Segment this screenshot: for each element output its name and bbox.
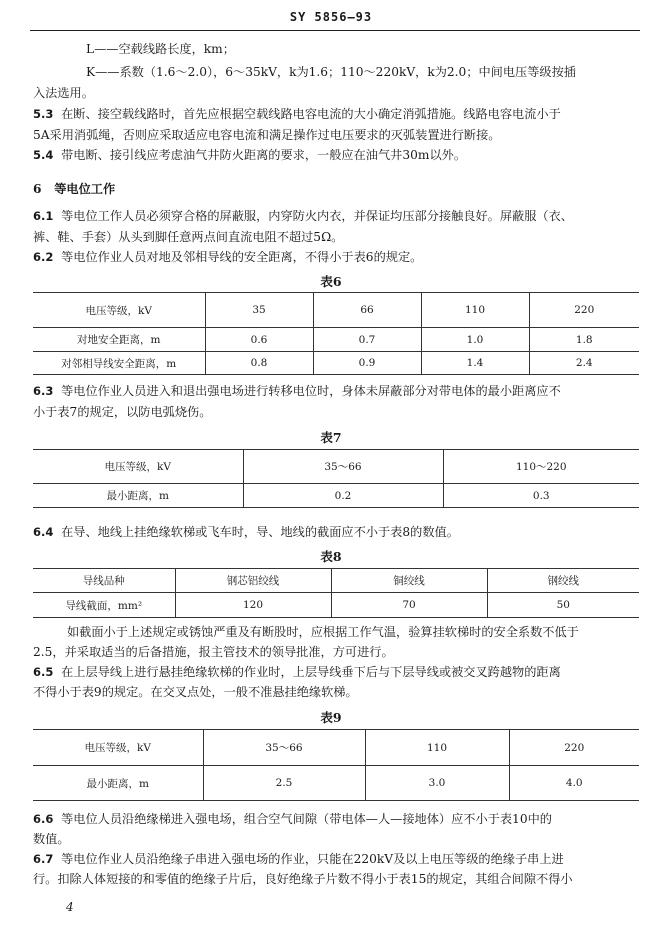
clause-number: 6.2: [33, 250, 54, 264]
clause-6-4: [33, 523, 459, 542]
table-cell: 35: [205, 293, 313, 328]
table-cell: 1.8: [529, 328, 639, 352]
table-cell: 66: [313, 293, 421, 328]
table-cell: 220: [509, 730, 639, 766]
table-9-caption: 表9: [320, 710, 342, 725]
table-cell: 导线截面，mm²: [33, 593, 175, 618]
table-cell: 0.6: [205, 328, 313, 352]
clause-text: 等电位作业人员进入和退出强电场进行转移电位时，身体未屏蔽部分对带电体的最小距离应不: [61, 384, 561, 398]
table-9: [33, 729, 639, 801]
table-cell: 2.4: [529, 352, 639, 375]
section-number: 6: [33, 182, 42, 196]
clause-6-3-line1: [33, 382, 561, 401]
clause-text: 在上层导线上进行悬挂绝缘软梯的作业时，上层导线垂下后与下层导线或被交叉跨越物的距离: [61, 665, 561, 679]
table-row: [33, 450, 639, 484]
definition-K-line1: K——系数（1.6～2.0），6～35kV，k为1.6；110～220kV，k为2.0；中间电压等级按插: [86, 65, 576, 79]
table-7-caption: 表7: [320, 430, 342, 445]
header-rule: [30, 30, 640, 31]
clause-5-3-line1: [33, 105, 561, 124]
table-cell: 电压等级，kV: [33, 730, 203, 766]
clause-6-5-line1: [33, 663, 561, 682]
table-6: [33, 292, 639, 375]
page-number: 4: [66, 900, 74, 914]
table-row: [33, 569, 639, 593]
clause-text: 等电位作业人员对地及邻相导线的安全距离，不得小于表6的规定。: [61, 250, 423, 264]
clause-number: 5.3: [33, 107, 54, 121]
table-cell: 最小距离，m: [33, 766, 203, 801]
table-cell: 0.9: [313, 352, 421, 375]
table-cell: 2.5: [203, 766, 365, 801]
section-6-heading: [33, 180, 115, 199]
table-row: [33, 593, 639, 618]
table-cell: 4.0: [509, 766, 639, 801]
clause-text: 在断、接空载线路时，首先应根据空载线路电容电流的大小确定消弧措施。线路电容电流小于: [61, 107, 561, 121]
clause-5-4: [33, 146, 466, 165]
clause-number: 5.4: [33, 148, 54, 162]
table-cell: 220: [529, 293, 639, 328]
definition-L: L——空载线路长度，km；: [86, 42, 235, 56]
table-8: [33, 568, 639, 618]
table-row: [33, 352, 639, 375]
clause-6-3-line2: 小于表7的规定，以防电弧烧伤。: [33, 405, 212, 419]
clause-text: 等电位人员沿绝缘梯进入强电场，组合空气间隙（带电体—人—接地体）应不小于表10中的: [61, 812, 552, 826]
clause-number: 6.6: [33, 812, 54, 826]
table-8-caption: 表8: [320, 549, 342, 564]
table-cell: 电压等级，kV: [33, 450, 243, 484]
clause-6-7-line1: [33, 850, 564, 869]
table-row: [33, 766, 639, 801]
table-cell: 铜绞线: [331, 569, 487, 593]
table-cell: 50: [487, 593, 639, 618]
table-row: [33, 730, 639, 766]
section-title: 等电位工作: [54, 182, 116, 196]
clause-6-1-line2: 裤、鞋、手套）从头到脚任意两点间直流电阻不超过5Ω。: [33, 230, 344, 244]
table-row: [33, 484, 639, 508]
table-row: [33, 328, 639, 352]
clause-6-4-note-line2: 2.5，并采取适当的后备措施，报主管技术的领导批准，方可进行。: [33, 645, 394, 659]
table-cell: 电压等级，kV: [33, 293, 205, 328]
clause-text: 等电位作业人员沿绝缘子串进入强电场的作业，只能在220kV及以上电压等级的绝缘子串上进: [61, 852, 564, 866]
table-cell: 0.3: [443, 484, 639, 508]
table-cell: 0.8: [205, 352, 313, 375]
table-6-caption: 表6: [320, 274, 342, 289]
table-cell: 0.2: [243, 484, 443, 508]
table-cell: 120: [175, 593, 331, 618]
table-cell: 110: [365, 730, 509, 766]
clause-6-5-line2: 不得小于表9的规定。在交叉点处，一般不准悬挂绝缘软梯。: [33, 685, 358, 699]
definition-K-line2: 入法选用。: [33, 86, 94, 100]
table-cell: 0.7: [313, 328, 421, 352]
table-row: [33, 293, 639, 328]
table-cell: 110～220: [443, 450, 639, 484]
clause-number: 6.1: [33, 209, 54, 223]
table-cell: 导线品种: [33, 569, 175, 593]
table-cell: 35～66: [203, 730, 365, 766]
table-cell: 1.0: [421, 328, 529, 352]
clause-6-2: [33, 248, 422, 267]
table-cell: 1.4: [421, 352, 529, 375]
clause-number: 6.4: [33, 525, 54, 539]
table-cell: 最小距离，m: [33, 484, 243, 508]
clause-number: 6.3: [33, 384, 54, 398]
clause-6-6-line2: 数值。: [33, 832, 70, 846]
clause-5-3-line2: 5A采用消弧绳，否则应采取适应电容电流和满足操作过电压要求的灭弧装置进行断接。: [33, 128, 501, 142]
table-cell: 3.0: [365, 766, 509, 801]
table-cell: 对邻相导线安全距离，m: [33, 352, 205, 375]
clause-text: 在导、地线上挂绝缘软梯或飞车时，导、地线的截面应不小于表8的数值。: [61, 525, 459, 539]
clause-number: 6.7: [33, 852, 54, 866]
clause-6-4-note-line1: 如截面小于上述规定或锈蚀严重及有断股时，应根据工作气温，验算挂软梯时的安全系数不低于: [67, 625, 579, 639]
clause-6-6-line1: [33, 810, 552, 829]
table-cell: 钢芯铝绞线: [175, 569, 331, 593]
clause-6-7-line2: 行。扣除人体短接的和零值的绝缘子片后，良好绝缘子片数不得小于表15的规定，其组合间隙不得小: [33, 872, 573, 886]
clause-6-1-line1: [33, 207, 573, 226]
clause-text: 等电位工作人员必须穿合格的屏蔽服，内穿防火内衣，并保证均压部分接触良好。屏蔽服（衣、: [61, 209, 573, 223]
clause-number: 6.5: [33, 665, 54, 679]
table-cell: 对地安全距离，m: [33, 328, 205, 352]
standard-code-header: SY 5856—93: [289, 10, 373, 24]
clause-text: 带电断、接引线应考虑油气井防火距离的要求，一般应在油气井30m以外。: [61, 148, 467, 162]
table-7: [33, 449, 639, 508]
table-cell: 35～66: [243, 450, 443, 484]
table-cell: 钢绞线: [487, 569, 639, 593]
table-cell: 110: [421, 293, 529, 328]
table-cell: 70: [331, 593, 487, 618]
